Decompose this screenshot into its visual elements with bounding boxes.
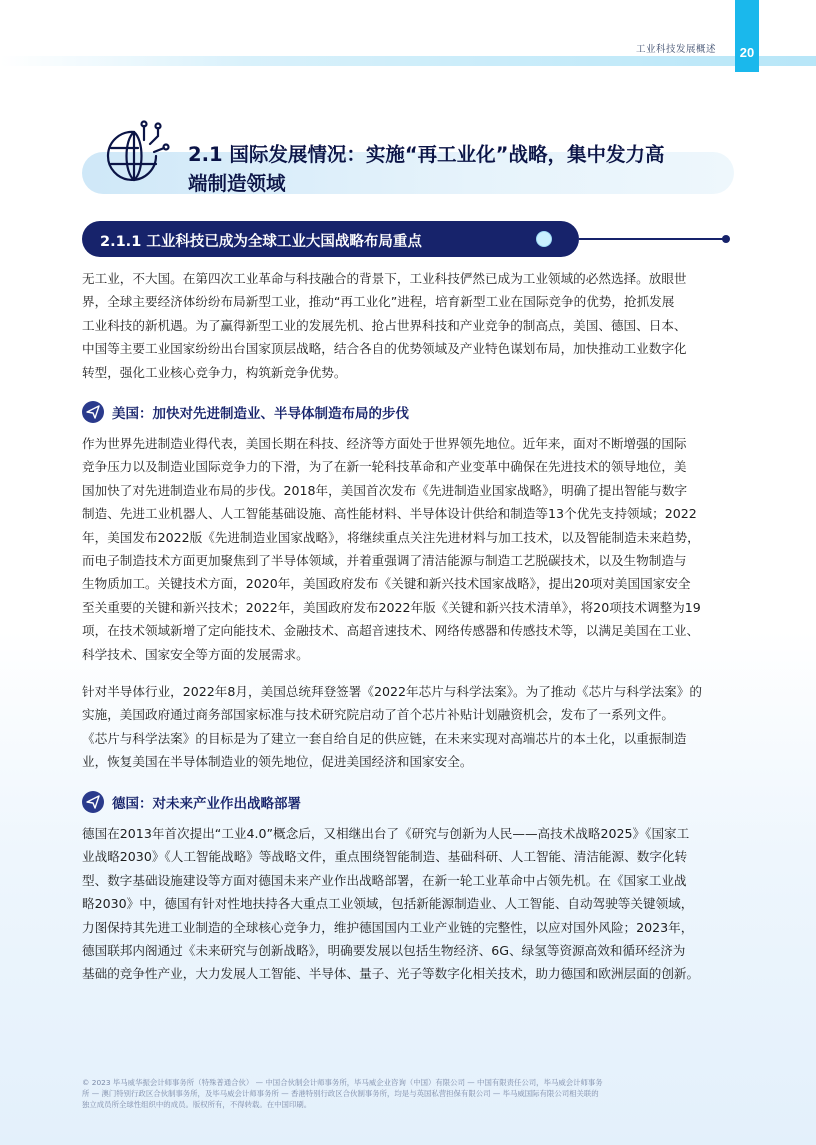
us-heading-text: 美国：加快对先进制造业、半导体制造布局的步伐 bbox=[112, 406, 409, 422]
subsection-rule bbox=[579, 238, 727, 240]
text-line: 而电子制造技术方面更加聚焦到了半导体领域，并着重强调了清洁能源与制造工艺脱碳技术，以及生物制造与 bbox=[82, 553, 687, 569]
text-line: 无工业，不大国。在第四次工业革命与科技融合的背景下，工业科技俨然已成为工业领域的必然选择。放眼世 bbox=[82, 271, 687, 286]
text-line: 生物质加工。关键技术方面，2020年，美国政府发布《关键和新兴技术国家战略》，提出20项对美国国家安全 bbox=[82, 576, 691, 592]
globe-circuit-icon bbox=[98, 118, 170, 190]
paper-plane-icon bbox=[82, 401, 104, 423]
intro-paragraph bbox=[82, 267, 744, 384]
text-line: 力图保持其先进工业制造的全球核心竞争力，维护德国国内工业产业链的完整性，以应对国外风险；2023年， bbox=[82, 919, 694, 935]
text-line: 工业科技的新机遇。为了赢得新型工业的发展先机、抢占世界科技和产业竞争的制高点，美国、德国、日本、 bbox=[82, 317, 687, 333]
footer-line: © 2023 毕马威华振会计师事务所（特殊普通合伙） — 中国合伙制会计师事务所，毕马威企业咨询（中国）有限公司 — 中国有限责任公司，毕马威会计师事务 bbox=[82, 1078, 603, 1087]
text-line: 年，美国发布2022版《先进制造业国家战略》，将继续重点关注先进材料与加工技术，以及智能制造未来趋势， bbox=[82, 529, 700, 545]
text-line: 中国等主要工业国家纷纷出台国家顶层战略，结合各自的优势领域及产业特色谋划布局，加快推动工业数字化 bbox=[82, 341, 687, 357]
header-section-label: 工业科技发展概述 bbox=[635, 44, 716, 55]
text-line: 略2030》中，德国有针对性地扶持各大重点工业领域，包括新能源制造业、人工智能、自动驾驶等关键领域， bbox=[82, 896, 694, 912]
subsection-rule-end-dot bbox=[722, 235, 730, 243]
us-paragraph-2 bbox=[82, 680, 744, 774]
text-line: 实施，美国政府通过商务部国家标准与技术研究院启动了首个芯片补贴计划融资机会，发布了一系列文件。 bbox=[82, 707, 674, 723]
us-heading bbox=[82, 400, 409, 424]
text-line: 针对半导体行业，2022年8月，美国总统拜登签署《2022年芯片与科学法案》。为了推动《芯片与科学法案》的 bbox=[82, 684, 702, 699]
text-line: 德国联邦内阁通过《未来研究与创新战略》，明确要发展以包括生物经济、6G、绿氢等资源高效和循环经济为 bbox=[82, 943, 686, 959]
text-line: 德国在2013年首次提出“工业4.0”概念后，又相继出台了《研究与创新为人民——高技术战略2025》《国家工 bbox=[82, 826, 690, 841]
us-paragraph-1 bbox=[82, 432, 744, 666]
subsection-dot bbox=[536, 231, 552, 247]
text-line: 制造、先进工业机器人、人工智能基础设施、高性能材料、半导体设计供给和制造等13个优先支持领域；2022 bbox=[82, 506, 697, 522]
text-line: 转型，强化工业核心竞争力，构筑新竞争优势。 bbox=[82, 364, 347, 380]
text-line: 至关重要的关键和新兴技术；2022年，美国政府发布2022年版《关键和新兴技术清单》，将20项技术调整为19 bbox=[82, 599, 701, 615]
de-heading bbox=[82, 790, 301, 814]
copyright-footer bbox=[82, 1077, 732, 1110]
footer-line: 独立成员所全球性组织中的成员。版权所有，不得转载。在中国印刷。 bbox=[82, 1100, 312, 1109]
text-line: 竞争压力以及制造业国际竞争力的下滑，为了在新一轮科技革命和产业变革中确保在先进技术的领导地位，美 bbox=[82, 459, 687, 475]
section-title-line-2: 端制造领域 bbox=[188, 172, 286, 195]
text-line: 业，恢复美国在半导体制造业的领先地位，促进美国经济和国家安全。 bbox=[82, 754, 473, 770]
text-line: 科学技术、国家安全等方面的发展需求。 bbox=[82, 646, 309, 662]
de-paragraph bbox=[82, 822, 744, 986]
text-line: 业战略2030》《人工智能战略》等战略文件，重点围绕智能制造、基础科研、人工智能、清洁能源、数字化转 bbox=[82, 849, 688, 865]
section-title bbox=[188, 140, 728, 198]
text-line: 国加快了对先进制造业布局的步伐。2018年，美国首次发布《先进制造业国家战略》，明确了提出智能与数字 bbox=[82, 482, 688, 498]
header-band bbox=[0, 56, 816, 66]
text-line: 基础的竞争性产业，大力发展人工智能、半导体、量子、光子等数字化相关技术，助力德国和欧洲层面的创新。 bbox=[82, 966, 700, 982]
de-heading-text: 德国：对未来产业作出战略部署 bbox=[112, 796, 301, 812]
subsection-title-bar bbox=[82, 221, 579, 257]
page-number-tab bbox=[735, 0, 759, 72]
text-line: 项，在技术领域新增了定向能技术、金融技术、高超音速技术、网络传感器和传感技术等，以满足美国在工业、 bbox=[82, 623, 700, 639]
text-line: 《芯片与科学法案》的目标是为了建立一套自给自足的供应链，在未来实现对高端芯片的本土化，以重振制造 bbox=[82, 730, 687, 746]
page-number: 20 bbox=[739, 45, 755, 60]
footer-line: 所 — 澳门特别行政区合伙制事务所，及毕马威会计师事务所 — 香港特别行政区合伙制事务所，均是与英国私营担保有限公司 — 毕马威国际有限公司相关联的 bbox=[82, 1089, 599, 1098]
subsection-title: 2.1.1 工业科技已成为全球工业大国战略布局重点 bbox=[100, 234, 422, 250]
text-line: 作为世界先进制造业得代表，美国长期在科技、经济等方面处于世界领先地位。近年来，面对不断增强的国际 bbox=[82, 436, 687, 451]
text-line: 型、数字基础设施建设等方面对德国未来产业作出战略部署，在新一轮工业革命中占领先机。在《国家工业战 bbox=[82, 872, 687, 888]
paper-plane-icon bbox=[82, 791, 104, 813]
section-title-line-1: 2.1 国际发展情况：实施“再工业化”战略，集中发力高 bbox=[188, 143, 665, 166]
text-line: 界，全球主要经济体纷纷布局新型工业，推动“再工业化”进程，培育新型工业在国际竞争的优势，抢抓发展 bbox=[82, 294, 675, 310]
